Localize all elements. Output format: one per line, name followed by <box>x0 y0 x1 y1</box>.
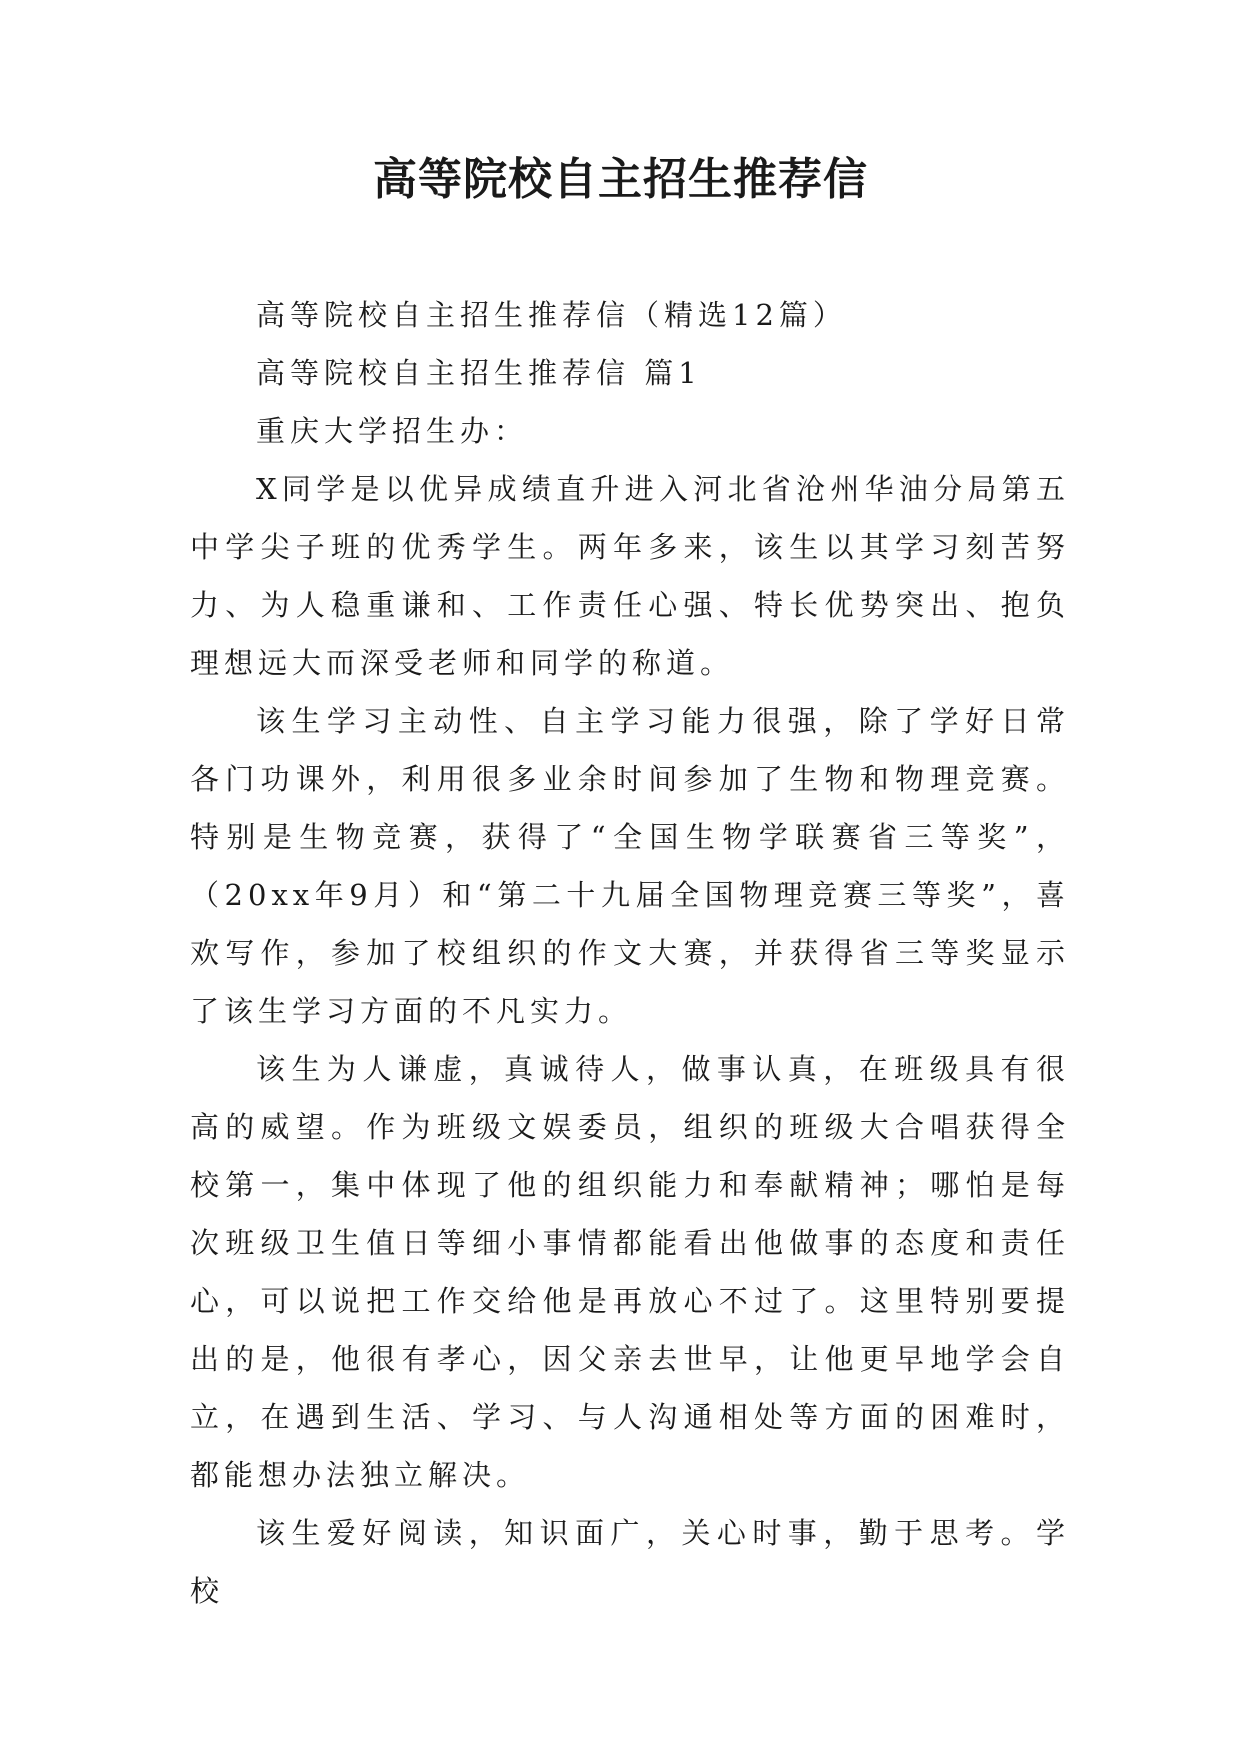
paragraph: 该生学习主动性、自主学习能力很强，除了学好日常各门功课外，利用很多业余时间参加了生物和物理竞赛。特别是生物竞赛，获得了“全国生物学联赛省三等奖”，（20xx年9月）和“第二十九届全国物理竞赛三等奖”，喜欢写作，参加了校组织的作文大赛，并获得省三等奖显示了该生学习方面的不凡实力。 <box>190 704 1070 1028</box>
paragraph: 该生爱好阅读，知识面广，关心时事，勤于思考。学校 <box>190 1516 1070 1608</box>
section-heading: 高等院校自主招生推荐信 篇1 <box>256 356 702 390</box>
document-title: 高等院校自主招生推荐信 <box>373 154 868 205</box>
paragraph: X同学是以优异成绩直升进入河北省沧州华油分局第五中学尖子班的优秀学生。两年多来，该生以其学习刻苦努力、为人稳重谦和、工作责任心强、特长优势突出、抱负理想远大而深受老师和同学的称道。 <box>190 472 1070 680</box>
paragraph: 该生为人谦虚，真诚待人，做事认真，在班级具有很高的威望。作为班级文娱委员，组织的班级大合唱获得全校第一，集中体现了他的组织能力和奉献精神；哪怕是每次班级卫生值日等细小事情都能看出他做事的态度和责任心，可以说把工作交给他是再放心不过了。这里特别要提出的是，他很有孝心，因父亲去世早，让他更早地学会自立，在遇到生活、学习、与人沟通相处等方面的困难时，都能想办法独立解决。 <box>190 1052 1070 1492</box>
document-body <box>190 286 1070 1620</box>
salutation: 重庆大学招生办： <box>256 414 529 448</box>
subtitle-line: 高等院校自主招生推荐信（精选12篇） <box>256 298 847 332</box>
